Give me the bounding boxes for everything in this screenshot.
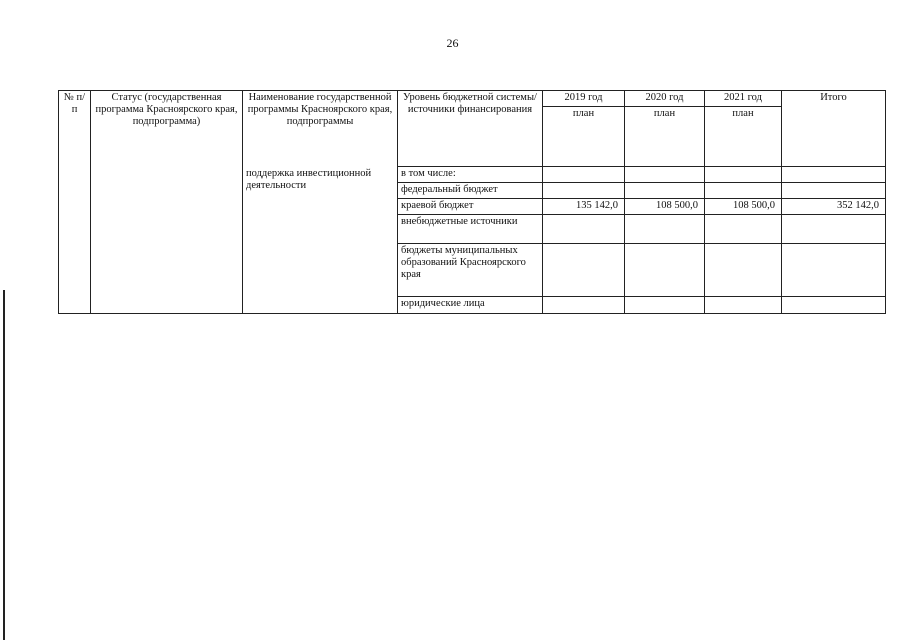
header-total: Итого xyxy=(782,91,886,167)
header-num: № п/п xyxy=(59,91,91,314)
value-2019-cell xyxy=(543,215,625,244)
level-cell: в том числе: xyxy=(398,167,543,183)
value-2021-cell xyxy=(705,183,782,199)
header-year-2019: 2019 год xyxy=(543,91,625,107)
program-name-cell: поддержка инвестиционной деятельности xyxy=(243,167,398,314)
value-2019-cell xyxy=(543,244,625,297)
value-total-cell xyxy=(782,297,886,314)
value-2021-cell xyxy=(705,244,782,297)
header-row xyxy=(59,91,886,107)
value-2020-cell: 108 500,0 xyxy=(625,199,705,215)
value-2019-cell xyxy=(543,167,625,183)
budget-table xyxy=(58,90,886,314)
header-program-name: Наименование государственной программы Красноярского края, подпрограммы xyxy=(243,91,398,167)
value-total-cell: 352 142,0 xyxy=(782,199,886,215)
header-budget-level: Уровень бюджетной системы/ источники финансирования xyxy=(398,91,543,167)
value-2020-cell xyxy=(625,183,705,199)
header-plan-2021: план xyxy=(705,107,782,167)
scan-edge-line xyxy=(3,290,5,640)
header-year-2021: 2021 год xyxy=(705,91,782,107)
header-plan-2020: план xyxy=(625,107,705,167)
header-year-2020: 2020 год xyxy=(625,91,705,107)
value-2021-cell: 108 500,0 xyxy=(705,199,782,215)
level-cell: федеральный бюджет xyxy=(398,183,543,199)
header-plan-2019: план xyxy=(543,107,625,167)
level-cell: внебюджетные источники xyxy=(398,215,543,244)
value-total-cell xyxy=(782,183,886,199)
value-2021-cell xyxy=(705,167,782,183)
value-2020-cell xyxy=(625,244,705,297)
header-status: Статус (государственная программа Красноярского края, подпрограмма) xyxy=(91,91,243,314)
level-cell: краевой бюджет xyxy=(398,199,543,215)
level-cell: юридические лица xyxy=(398,297,543,314)
value-2020-cell xyxy=(625,215,705,244)
value-total-cell xyxy=(782,244,886,297)
page-number: 26 xyxy=(446,36,459,50)
value-2021-cell xyxy=(705,297,782,314)
level-cell: бюджеты муниципальных образований Красноярского края xyxy=(398,244,543,297)
value-total-cell xyxy=(782,167,886,183)
value-2020-cell xyxy=(625,167,705,183)
value-2019-cell: 135 142,0 xyxy=(543,199,625,215)
value-total-cell xyxy=(782,215,886,244)
value-2021-cell xyxy=(705,215,782,244)
value-2019-cell xyxy=(543,297,625,314)
value-2019-cell xyxy=(543,183,625,199)
value-2020-cell xyxy=(625,297,705,314)
